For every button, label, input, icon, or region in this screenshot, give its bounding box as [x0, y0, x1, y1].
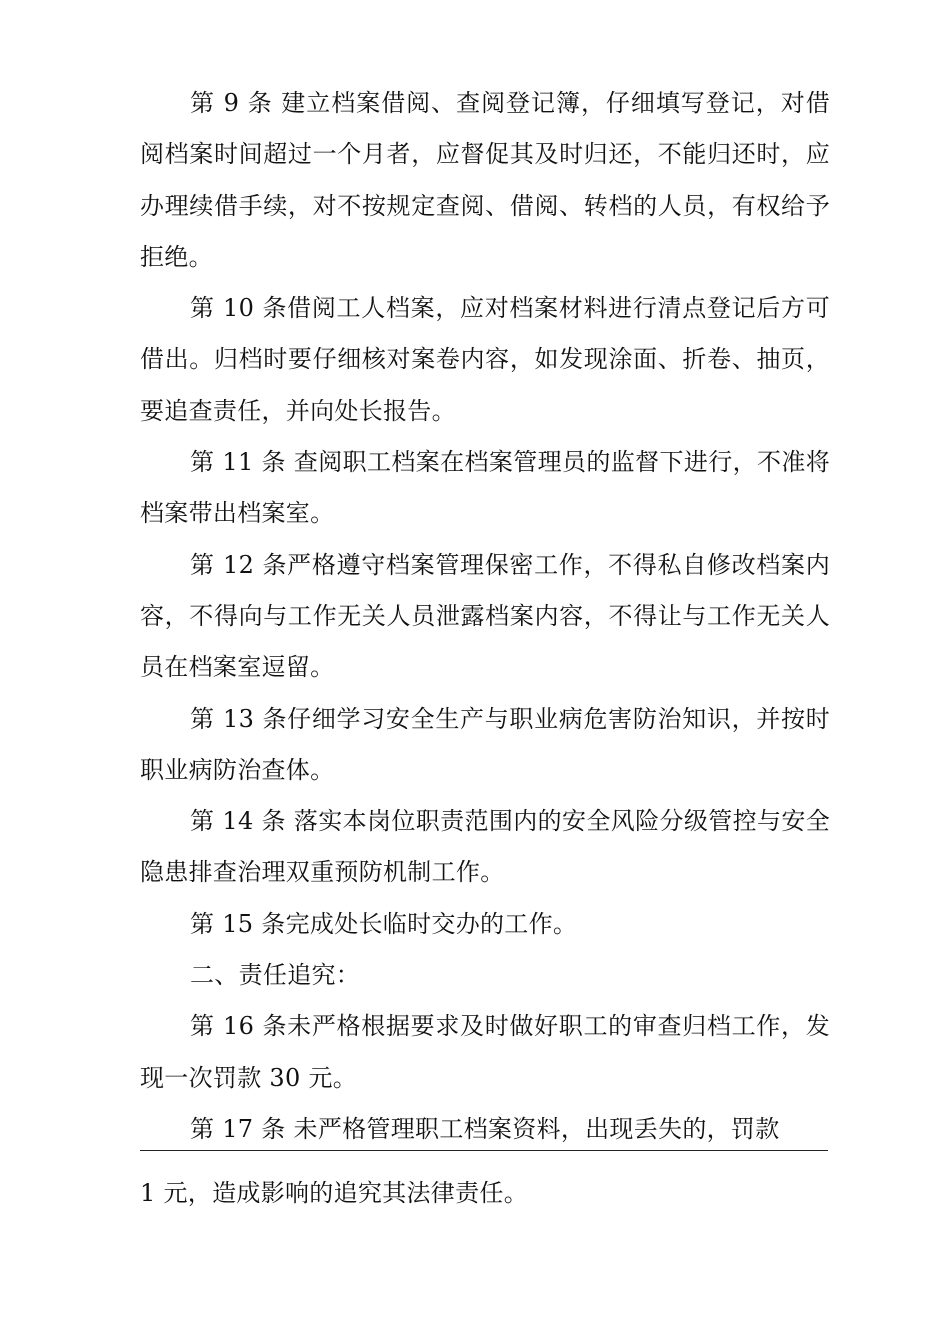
paragraph-article-10: 第 10 条借阅工人档案，应对档案材料进行清点登记后方可借出。归档时要仔细核对案卷内容，如发现涂面、折卷、抽页，要追查责任，并向处长报告。	[140, 294, 830, 425]
paragraph-article-11: 第 11 条 查阅职工档案在档案管理员的监督下进行，不准将档案带出档案室。	[140, 448, 830, 528]
document-body	[140, 78, 830, 1155]
paragraph-article-14: 第 14 条 落实本岗位职责范围内的安全风险分级管控与安全隐患排查治理双重预防机制工作。	[140, 807, 830, 887]
paragraph-article-15: 第 15 条完成处长临时交办的工作。	[190, 909, 578, 938]
paragraph-article-9: 第 9 条 建立档案借阅、查阅登记簿，仔细填写登记，对借阅档案时间超过一个月者，应督促其及时归还，不能归还时，应办理续借手续，对不按规定查阅、借阅、转档的人员，有权给予拒绝。	[140, 89, 830, 271]
page-divider-line	[140, 1150, 828, 1151]
paragraph-article-16: 第 16 条未严格根据要求及时做好职工的审查归档工作，发现一次罚款 30 元。	[140, 1012, 830, 1092]
paragraph-article-17: 第 17 条 未严格管理职工档案资料，出现丢失的，罚款	[190, 1114, 780, 1143]
paragraph-article-13: 第 13 条仔细学习安全生产与职业病危害防治知识，并按时职业病防治查体。	[140, 704, 830, 784]
paragraph-article-12: 第 12 条严格遵守档案管理保密工作，不得私自修改档案内容，不得向与工作无关人员泄露档案内容，不得让与工作无关人员在档案室逗留。	[140, 550, 830, 682]
footer-continuation-text: 1 元，造成影响的追究其法律责任。	[140, 1179, 528, 1207]
section-heading-responsibility: 二、责任追究：	[190, 961, 361, 990]
